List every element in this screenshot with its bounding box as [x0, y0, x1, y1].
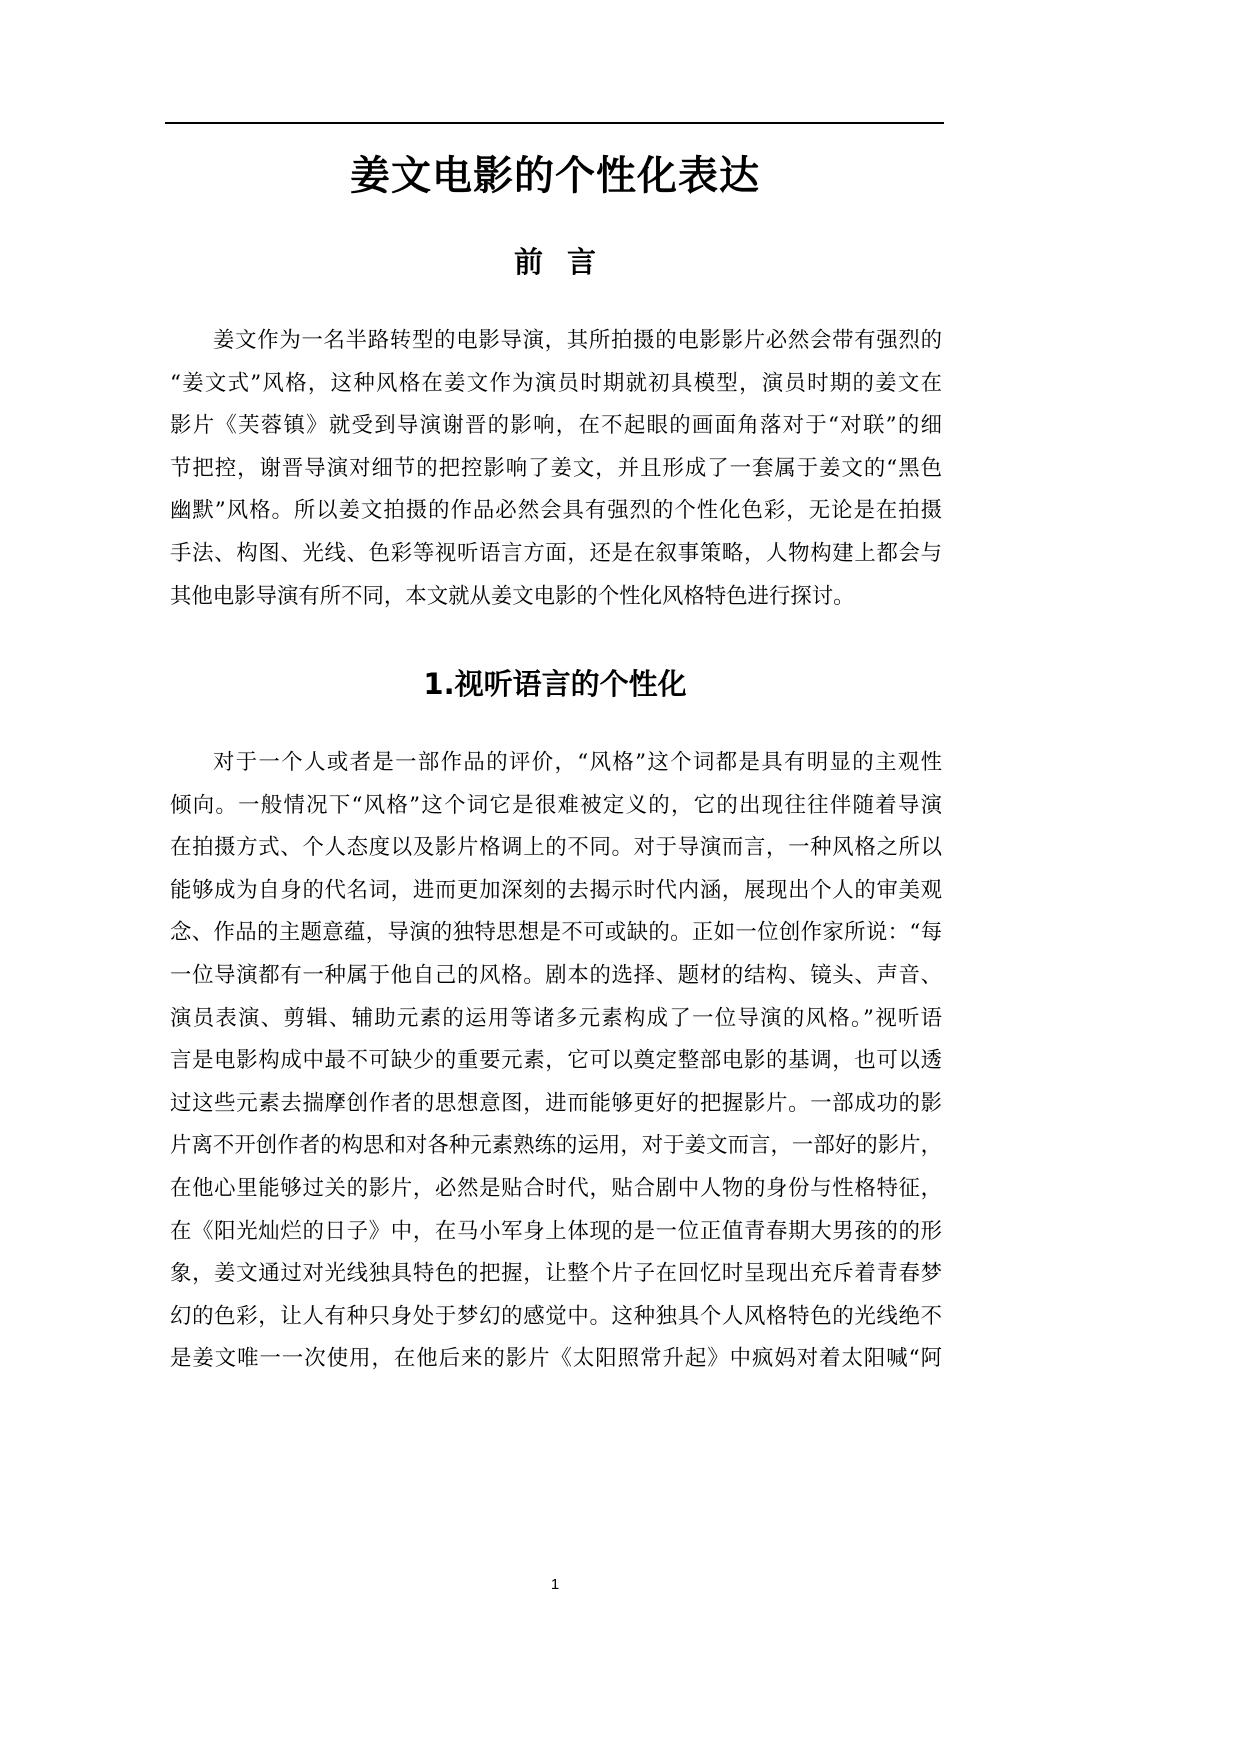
paragraph-line: 是姜文唯一一次使用，在他后来的影片《太阳照常升起》中疯妈对着太阳喊“阿	[170, 1346, 942, 1372]
paragraph-line: 在《阳光灿烂的日子》中，在马小军身上体现的是一位正值青春期大男孩的的形	[170, 1218, 942, 1244]
paragraph-line: 象，姜文通过对光线独具特色的把握，让整个片子在回忆时呈现出充斥着青春梦	[170, 1261, 942, 1287]
paragraph-line: 倾向。一般情况下“风格”这个词它是很难被定义的，它的出现往往伴随着导演	[170, 792, 942, 818]
paragraph-line: 片离不开创作者的构思和对各种元素熟练的运用，对于姜文而言，一部好的影片，	[170, 1133, 942, 1159]
paragraph-line: 念、作品的主题意蕴，导演的独特思想是不可或缺的。正如一位创作家所说：“每	[170, 920, 942, 946]
section-paragraph	[170, 742, 942, 1381]
paragraph-line: 影片《芙蓉镇》就受到导演谢晋的影响，在不起眼的画面角落对于“对联”的细	[170, 413, 942, 439]
paragraph-line: 幻的色彩，让人有种只身处于梦幻的感觉中。这种独具个人风格特色的光线绝不	[170, 1303, 942, 1329]
paragraph-line: 其他电影导演有所不同，本文就从姜文电影的个性化风格特色进行探讨。	[170, 583, 855, 609]
paragraph-line: 对于一个人或者是一部作品的评价，“风格”这个词都是具有明显的主观性	[213, 750, 942, 775]
paragraph-line: 在拍摄方式、个人态度以及影片格调上的不同。对于导演而言，一种风格之所以	[170, 835, 942, 861]
preface-paragraph	[170, 320, 942, 618]
paragraph-line: 过这些元素去揣摩创作者的思想意图，进而能够更好的把握影片。一部成功的影	[170, 1090, 942, 1116]
paragraph-line: 姜文作为一名半路转型的电影导演，其所拍摄的电影影片必然会带有强烈的	[213, 328, 942, 353]
page-number: 1	[550, 1576, 560, 1593]
paragraph-line: 言是电影构成中最不可缺少的重要元素，它可以奠定整部电影的基调，也可以透	[170, 1048, 942, 1074]
paragraph-line: 手法、构图、光线、色彩等视听语言方面，还是在叙事策略，人物构建上都会与	[170, 540, 942, 566]
header-rule	[165, 122, 944, 124]
paragraph-line: 一位导演都有一种属于他自己的风格。剧本的选择、题材的结构、镜头、声音、	[170, 962, 942, 988]
section-heading: 1.视听语言的个性化	[423, 667, 687, 701]
paragraph-line: 幽默”风格。所以姜文拍摄的作品必然会具有强烈的个性化色彩，无论是在拍摄	[170, 498, 942, 524]
paragraph-line: 能够成为自身的代名词，进而更加深刻的去揭示时代内涵，展现出个人的审美观	[170, 877, 942, 903]
preface-heading: 前 言	[513, 245, 597, 279]
paragraph-line: 演员表演、剪辑、辅助元素的运用等诸多元素构成了一位导演的风格。”视听语	[170, 1005, 942, 1031]
paragraph-line: 节把控，谢晋导演对细节的把控影响了姜文，并且形成了一套属于姜文的“黑色	[170, 455, 942, 481]
paragraph-line: “姜文式”风格，这种风格在姜文作为演员时期就初具模型，演员时期的姜文在	[170, 370, 942, 396]
paragraph-line: 在他心里能够过关的影片，必然是贴合时代，贴合剧中人物的身份与性格特征，	[170, 1175, 942, 1201]
document-title: 姜文电影的个性化表达	[350, 153, 760, 199]
